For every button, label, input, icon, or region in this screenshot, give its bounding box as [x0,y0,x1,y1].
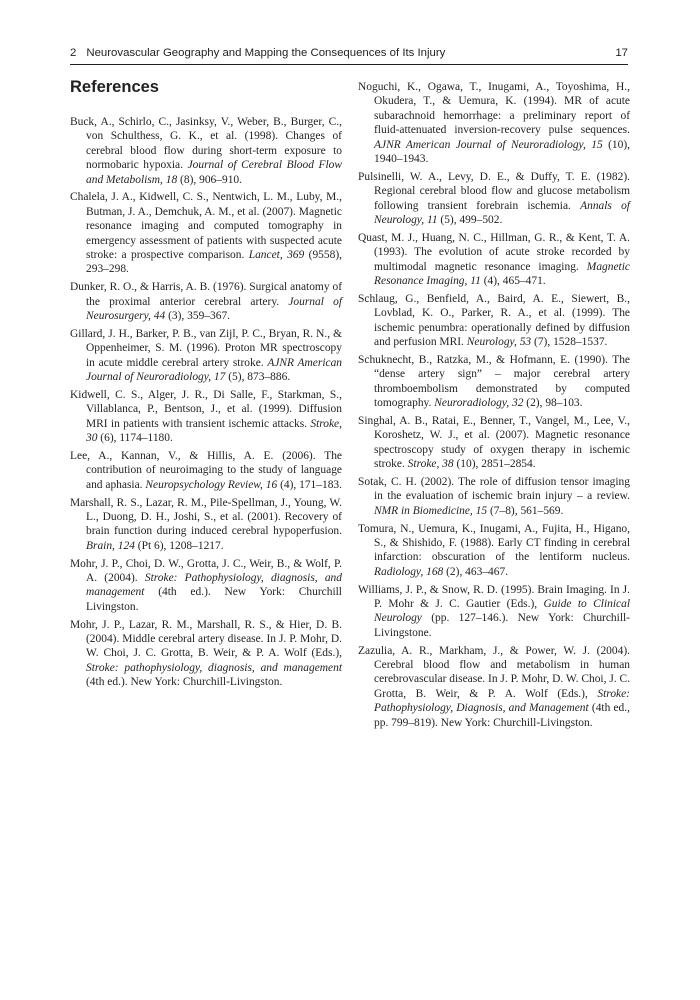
reference-source: Journal of Neurosurgery, 44 [86,295,343,323]
reference-entry [70,115,342,187]
reference-authors-title: Buck, A., Schirlo, C., Jasinksy, V., Weber, B., Burger, C., von Schulthess, G. K., et al. (1998). Changes of cerebral blood flow during short-term exposure to normobaric hypoxia. [70,116,342,172]
reference-source: Stroke: Pathophysiology, Diagnosis, and Management [374,687,630,715]
reference-citation: (8), 906–910. [177,173,242,186]
reference-source: Stroke, 38 [407,458,454,471]
reference-authors-title: Mohr, J. P., Lazar, R. M., Marshall, R. S., & Hier, D. B. (2004). Middle cerebral artery disease. In J. P. Mohr, D. W. Choi, J. C. Grotta, B. Weir, & P. A. Wolf (Eds.), [70,618,342,660]
reference-authors-title: Dunker, R. O., & Harris, A. B. (1976). Surgical anatomy of the proximal anterior cerebral artery. [70,281,342,308]
reference-authors-title: Zazulia, A. R., Markham, J., & Power, W. J. (2004). Cerebral blood flow and metabolism in human cerebrovascular disease. In J. P. Mohr, D. W. Choi, J. C. Grotta, B. Weir, & P. A. Wolf (Eds.), [358,644,630,700]
reference-authors-title: Noguchi, K., Ogawa, T., Inugami, A., Toyoshima, H., Okudera, T., & Uemura, K. (1994). MR of acute subarachnoid hemorrhage: a preliminary report of fluid-attenuated inversion-recovery pulse sequences. [358,81,630,137]
reference-citation: (Pt 6), 1208–1217. [134,539,224,552]
reference-source: Lancet, 369 [248,249,305,262]
reference-entry [358,583,630,641]
reference-citation: (4th ed.). New York: Churchill-Livingston. [86,676,283,689]
chapter-heading [70,47,445,59]
header-rule [70,64,628,65]
reference-entry [358,170,630,228]
reference-entry [358,80,630,166]
reference-authors-title: Williams, J. P., & Snow, R. D. (1995). Brain Imaging. In J. P. Mohr & J. C. Gautier (Eds.), [358,583,630,610]
running-head [70,47,628,63]
reference-authors-title: Chalela, J. A., Kidwell, C. S., Nentwich, L. M., Luby, M., Butman, J. A., Demchuk, A. M., et al. (2007). Magnetic resonance imaging and computed tomography in emergency assessment of patients with suspected acute stroke: a prospective comparison. [70,191,342,262]
reference-authors-title: Mohr, J. P., Choi, D. W., Grotta, J. C., Weir, B., & Wolf, P. A. (2004). [70,557,342,584]
reference-entry [358,353,630,411]
reference-entry [70,190,342,276]
reference-citation: (pp. 127–146.). New York: Churchill-Livingstone. [374,612,630,639]
reference-source: AJNR American Journal of Neuroradiology, 17 [86,356,343,384]
reference-source: Stroke: pathophysiology, diagnosis, and management [86,661,342,674]
reference-source: Neuropsychology Review, 16 [145,478,278,491]
reference-citation: (4th ed.). New York: Churchill Livingston. [86,586,342,613]
reference-citation: (9558), 293–298. [86,249,342,276]
references-left-column [70,115,342,693]
reference-source: Annals of Neurology, 11 [374,199,630,227]
reference-source: Magnetic Resonance Imaging, 11 [374,260,630,288]
reference-entry [70,388,342,446]
reference-source: NMR in Biomedicine, 15 [374,504,488,517]
reference-source: Guide to Clinical Neurology [374,597,630,625]
reference-authors-title: Schuknecht, B., Ratzka, M., & Hofmann, E. (1990). The “dense artery sign” – major cerebral artery thromboembolism demonstrated by computed tomography. [358,353,630,410]
reference-entry [70,557,342,615]
reference-source: AJNR American Journal of Neuroradiology, 15 [374,138,603,151]
reference-authors-title: Quast, M. J., Huang, N. C., Hillman, G. R., & Kent, T. A. (1993). The evolution of acute stroke recorded by multimodal magnetic resonance imaging. [358,231,630,273]
reference-authors-title: Pulsinelli, W. A., Levy, D. E., & Duffy, T. E. (1982). Regional cerebral blood flow and glucose metabolism following transient forebrain ischemia. [358,170,630,212]
reference-source: Stroke: Pathophysiology, diagnosis, and management [86,571,342,599]
reference-citation: (10), 2851–2854. [453,458,536,471]
reference-source: Brain, 124 [86,539,135,552]
reference-authors-title: Singhal, A. B., Ratai, E., Benner, T., Vangel, M., Lee, V., Koroshetz, W. J., et al. (2007). Magnetic resonance spectroscopy study of oxygen therapy in ischemic stroke. [358,414,630,471]
reference-citation: (4th ed., pp. 799–819). New York: Churchill-Livingston. [374,702,630,729]
reference-authors-title: Marshall, R. S., Lazar, R. M., Pile-Spellman, J., Young, W. L., Duong, D. H., Joshi, S., et al. (2001). Recovery of brain function during induced cerebral hypoperfusion. [70,496,342,538]
reference-citation: (7), 1528–1537. [531,336,608,349]
reference-entry [358,475,630,518]
reference-entry [358,414,630,472]
reference-entry [358,231,630,289]
reference-citation: (2), 98–103. [523,397,583,410]
reference-authors-title: Lee, A., Kannan, V., & Hillis, A. E. (2006). The contribution of neuroimaging to the study of language and aphasia. [70,449,342,491]
reference-citation: (10), 1940–1943. [374,138,630,166]
reference-citation: (4), 171–183. [277,478,343,491]
reference-entry [358,644,630,730]
reference-entry [70,327,342,385]
reference-citation: (5), 873–886. [225,371,291,384]
reference-source: Journal of Cerebral Blood Flow and Metabolism, 18 [86,159,342,186]
reference-citation: (6), 1174–1180. [97,432,173,445]
reference-citation: (4), 465–471. [480,275,546,288]
reference-entry [70,449,342,492]
reference-entry [358,292,630,350]
reference-source: Stroke, 30 [86,417,342,445]
chapter-number: 2 [70,47,77,59]
reference-entry [70,280,342,323]
reference-entry [70,618,342,690]
chapter-title: Neurovascular Geography and Mapping the Consequences of Its Injury [86,47,446,59]
reference-citation: (3), 359–367. [165,310,231,323]
reference-source: Neuroradiology, 32 [434,397,524,410]
reference-authors-title: Kidwell, C. S., Alger, J. R., Di Salle, F., Starkman, S., Villablanca, P., Bentson, J., et al. (1999). Diffusion MRI in patients with transient ischemic attacks. [70,388,342,430]
reference-authors-title: Gillard, J. H., Barker, P. B., van Zijl, P. C., Bryan, R. N., & Oppenheimer, S. M. (1996). Proton MR spectroscopy in acute middle cerebral artery stroke. [70,327,342,369]
reference-entry [70,496,342,554]
reference-source: Radiology, 168 [374,565,444,578]
reference-authors-title: Schlaug, G., Benfield, A., Baird, A. E., Siewert, B., Lovblad, K. O., Parker, R. A., et al. (1999). The ischemic penumbra: operationally defined by diffusion and perfusion MRI. [358,292,630,349]
reference-citation: (2), 463–467. [443,565,509,578]
reference-citation: (7–8), 561–569. [487,504,564,517]
references-right-column [358,80,630,733]
reference-authors-title: Tomura, N., Uemura, K., Inugami, A., Fujita, H., Higano, S., & Shishido, F. (1988). Early CT finding in cerebral infarction: obscuration of the lentiform nucleus. [358,522,630,564]
page-number: 17 [615,47,628,59]
section-title: References [70,78,159,96]
reference-entry [358,522,630,580]
reference-citation: (5), 499–502. [437,214,503,227]
reference-authors-title: Sotak, C. H. (2002). The role of diffusion tensor imaging in the evaluation of ischemic brain injury – a review. [358,475,630,503]
reference-source: Neurology, 53 [466,336,532,349]
